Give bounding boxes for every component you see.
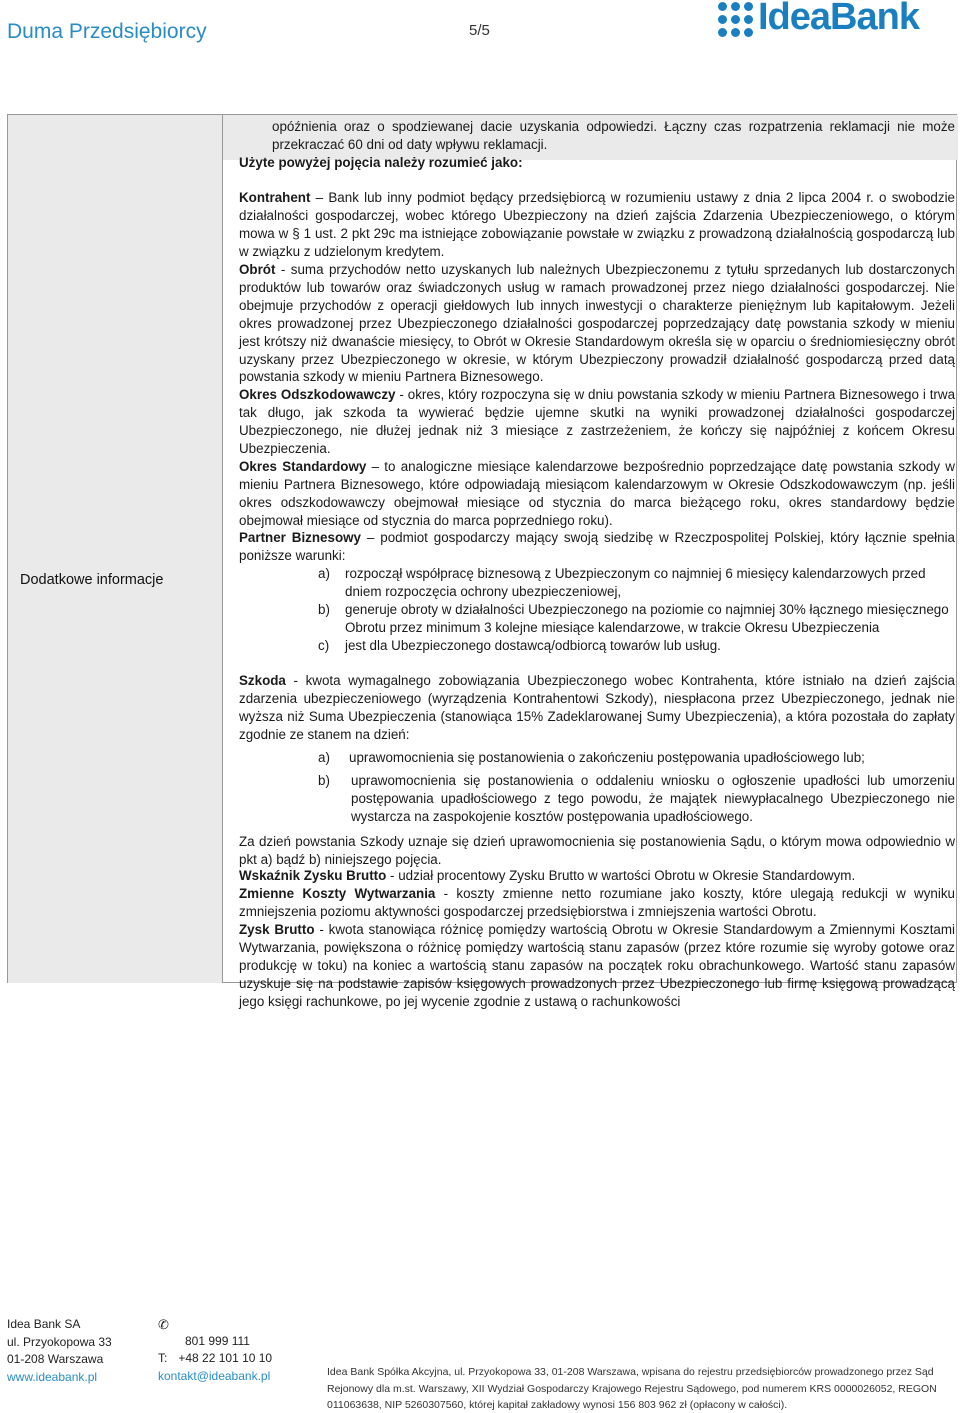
page-number: 5/5 <box>469 22 490 39</box>
page-footer <box>0 1312 960 1413</box>
footer-city: 01-208 Warszawa <box>7 1352 104 1366</box>
definition-wskaznik: Wskaźnik Zysku Brutto - udział procentowy Zysku Brutto w wartości Obrotu w Okresie Standardowym. <box>239 868 856 883</box>
footer-phone-short: 801 999 111 <box>185 1334 250 1348</box>
szkoda-list-item: a) uprawomocnienia się postanowienia o zakończeniu postępowania upadłościowego lub; <box>318 750 865 765</box>
footer-company: Idea Bank SA <box>7 1317 81 1331</box>
footer-legal-text: Idea Bank Spółka Akcyjna, ul. Przyokopowa 33, 01-208 Warszawa, wpisana do rejestru przedsiębiorców prowadzonego przez Sąd Rejonowy dla m.st. Warszawy, XII Wydział Gospodarczy Krajowego Rejestru Sądowego, pod numerem KRS 0000026052, REGON 011063638, NIP 5260307560, której kapitał zakładowy wynosi 156 803 962 zł (opłacony w całości). <box>327 1366 937 1411</box>
definition-okres-standardowy: Okres Standardowy – to analogiczne miesiące kalendarzowe bezpośrednio poprzedzające datę powstania szkody w mieniu Partnera Biznesowego, które odpowiadają miesiącom kalendarzowym w Okresie Odszkodowawczym (np. jeśli okres odszkodowawczy obejmował miesiące od stycznia do marca bieżącego roku, okres standardowy będzie obejmował miesiące od stycznia do marca poprzedniego roku). <box>239 459 955 528</box>
partner-list-item: c) jest dla Ubezpieczonego dostawcą/odbiorcą towarów lub usług. <box>318 638 721 653</box>
intro-text: opóźnienia oraz o spodziewanej dacie uzyskania odpowiedzi. Łączny czas rozpatrzenia reklamacji nie może przekraczać 60 dni od daty wpływu reklamacji. <box>272 119 955 152</box>
partner-list-item: b) generuje obroty w działalności Ubezpieczonego na poziomie co najmniej 30% łącznego miesięcznego Obrotu przez minimum 3 kolejne miesiące kalendarzowe, w trakcie Okresu Ubezpieczenia <box>318 602 949 635</box>
document-title: Duma Przedsiębiorcy <box>7 20 207 43</box>
info-table <box>7 114 957 1009</box>
footer-address <box>7 1316 112 1386</box>
footer-website-link[interactable]: www.ideabank.pl <box>7 1369 98 1384</box>
page-header <box>0 0 960 64</box>
table-label-column <box>8 115 223 983</box>
definition-partner-biznesowy: Partner Biznesowy – podmiot gospodarczy mający swoją siedzibę w Rzeczpospolitej Polskiej, który łącznie spełnia poniższe warunki: <box>239 530 955 563</box>
footer-phone-row: T: +48 22 101 10 10 <box>158 1351 273 1365</box>
idea-bank-logo <box>718 0 958 40</box>
definition-szkoda: Szkoda - kwota wymagalnego zobowiązania Ubezpieczonego wobec Kontrahenta, które istniało na dzień zajścia zdarzenia ubezpieczeniowego (wyrządzenia Kontrahentowi Szkody), niespłacona przez Ubezpieczonego, jednak nie wyższa niż Suma Ubezpieczenia (stanowiąca 15% Zadeklarowanej Sumy Ubezpieczenia), a która pozostała do zapłaty zgodnie ze stanem na dzień: <box>239 673 955 742</box>
footer-street: ul. Przyokopowa 33 <box>7 1334 112 1349</box>
definition-obrot: Obrót - suma przychodów netto uzyskanych lub należnych Ubezpieczonemu z tytułu sprzedanych lub dostarczonych produktów lub towarów oraz świadczonych usług w ramach prowadzonej przez niego działalności gospodarczej. Nie obejmuje przychodów z operacji giełdowych lub innych inwestycji o charakterze pieniężnym lub kapitałowym. Jeżeli okres prowadzonej przez Ubezpieczonego działalności gospodarczej poprzedzający datę powstania szkody w mieniu jest krótszy niż dwanaście miesięcy, to Obrót w Okresie Standardowym określa się w oparciu o średniomiesięczny obrót uzyskany przez Ubezpieczonego w okresie, w którym Ubezpieczony prowadził działalność gospodarczą przed datą powstania szkody w mieniu Partnera Biznesowego. <box>239 262 955 385</box>
side-label: Dodatkowe informacje <box>20 572 164 588</box>
definition-kontrahent: Kontrahent – Bank lub inny podmiot będący przedsiębiorcą w rozumieniu ustawy z dnia 2 lipca 2004 r. o swobodzie działalności gospodarczej, wobec którego Ubezpieczony na dzień zajścia Zdarzenia Ubezpieczeniowego, o którym mowa w § 1 ust. 2 pkt 29c ma istniejące zobowiązanie powstałe w związku z prowadzoną działalnością gospodarczą lub w związku z udzielonym kredytem. <box>239 190 955 259</box>
szkoda-note: Za dzień powstania Szkody uznaje się dzień uprawomocnienia się postanowienia Sądu, o którym mowa odpowiednio w pkt a) bądź b) niniejszego pojęcia. <box>239 834 955 867</box>
intro-heading: Użyte powyżej pojęcia należy rozumieć jako: <box>239 155 523 170</box>
footer-email-link[interactable]: kontakt@ideabank.pl <box>158 1369 271 1383</box>
szkoda-list-item: b) uprawomocnienia się postanowienia o oddaleniu wniosku o ogłoszenie upadłości lub umorzeniu postępowania upadłościowego z tego powodu, że majątek niewypłacalnego Ubezpieczonego nie wystarcza na zaspokojenie kosztów postępowania upadłościowego. <box>318 773 955 824</box>
definition-okres-odszkodowawczy: Okres Odszkodowawczy - okres, który rozpoczyna się w dniu powstania szkody w mieniu Partnera Biznesowego i trwa tak długo, jak szkoda ta wywierać będzie ujemne skutki na wyniki prowadzonej działalności gospodarczej Ubezpieczonego, nie dłużej jednak niż 3 miesiące z zastrzeżeniem, że kończy się najpóźniej z końcem Okresu Ubezpieczenia. <box>239 387 956 456</box>
phone-icon: ✆ <box>158 1317 169 1332</box>
footer-contact <box>158 1316 169 1334</box>
partner-list-item: a) rozpoczął współpracę biznesową z Ubezpieczonym co najmniej 6 miesięcy kalendarzowych przed dniem rozpoczęcia ochrony ubezpieczeniowej, <box>318 566 926 599</box>
logo-wordmark: IdeaBank <box>758 0 919 38</box>
definition-zmienne-koszty: Zmienne Koszty Wytwarzania - koszty zmienne netto rozumiane jako koszty, które ulegają redukcji w wyniku zmniejszenia poziomu aktywności gospodarczej przedsiębiorstwa i zmniejszenia wartości Obrotu. <box>239 886 955 919</box>
logo-dots-icon <box>718 2 754 38</box>
definition-zysk-brutto: Zysk Brutto - kwota stanowiąca różnicę pomiędzy wartością Obrotu w Okresie Standardowym a Zmiennymi Kosztami Wytwarzania, powiększona o różnicę pomiędzy wartością stanu zapasów (przez które rozumie się wyroby gotowe oraz produkcję w toku) na koniec a wartością stanu zapasów na początek roku obrachunkowego. Wartość stanu zapasów uzyskuje się na podstawie zapisów księgowych prowadzonych przez Ubezpieczonego lub firmę księgową prowadzącą jego księgi rachunkowe, po jej wycenie zgodnie z ustawą o rachunkowości <box>239 922 956 1009</box>
